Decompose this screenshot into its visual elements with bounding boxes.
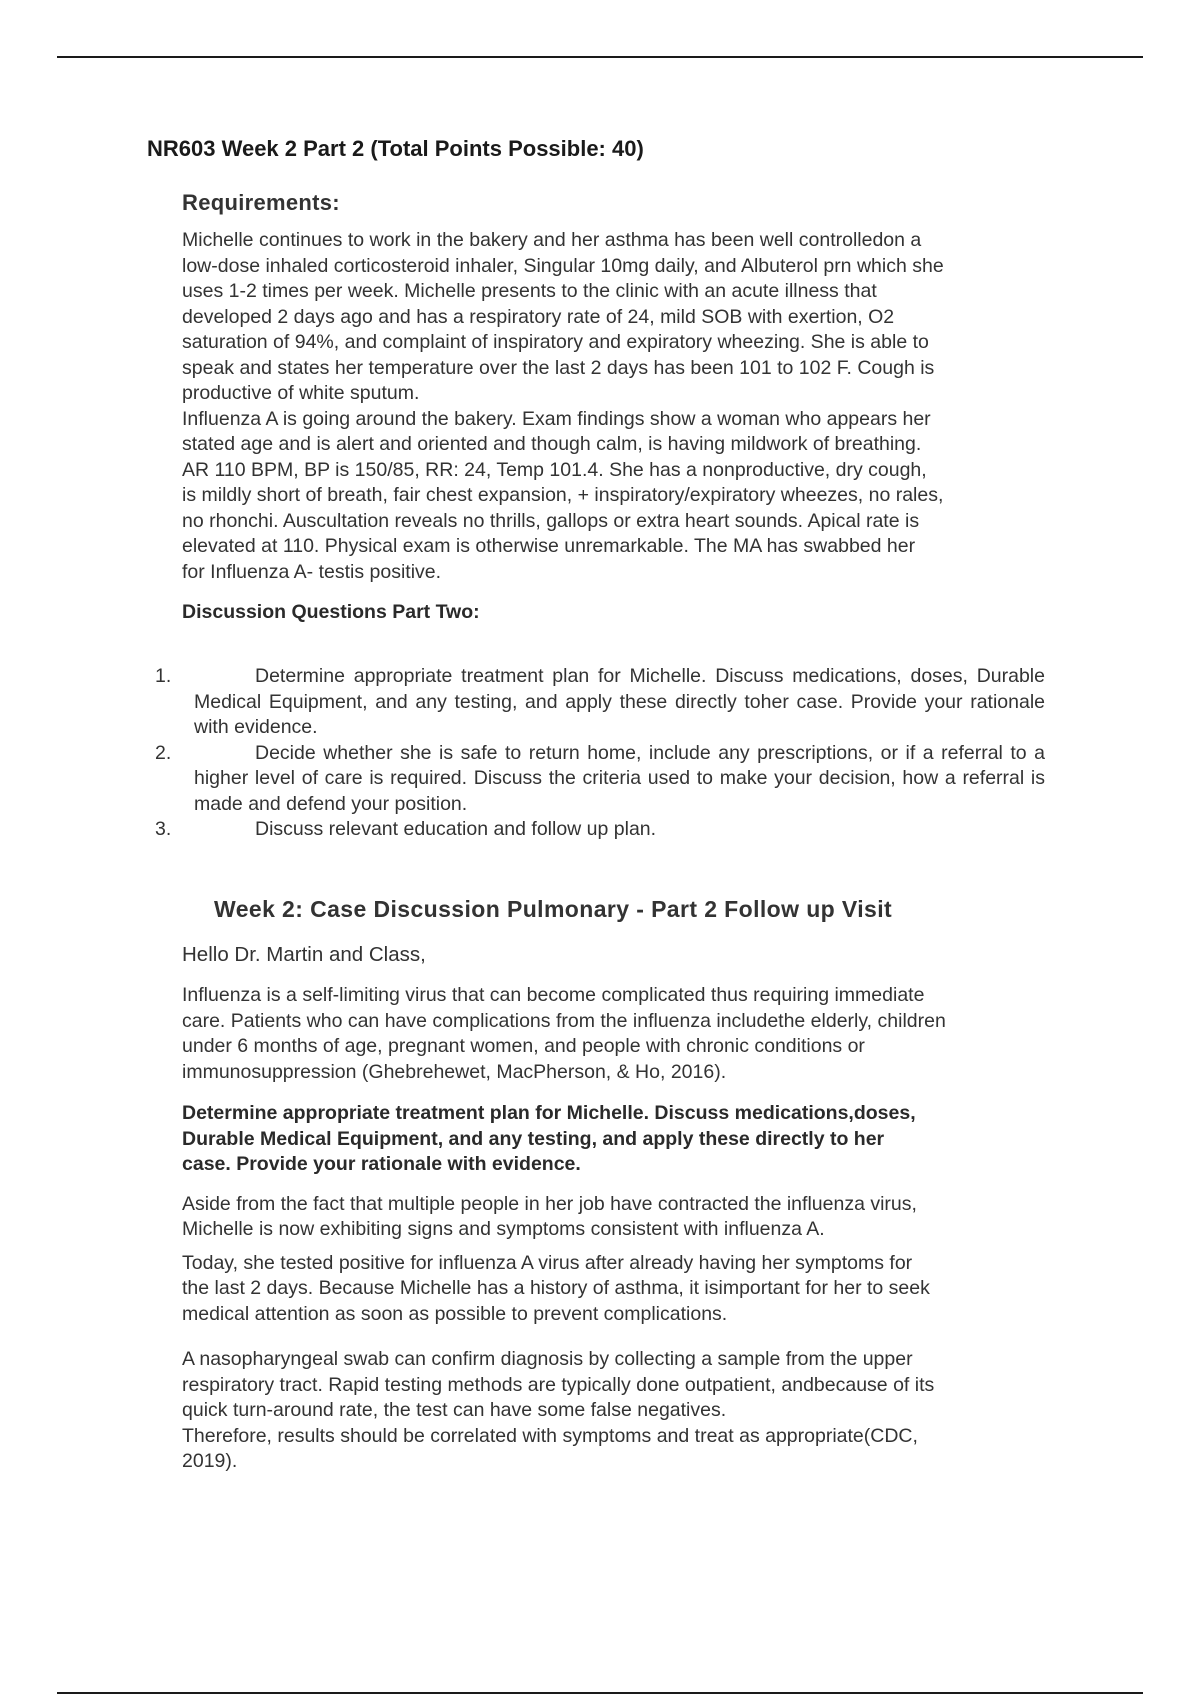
answer-paragraph-2 [182, 1251, 1062, 1328]
exam-line: no rhonchi. Auscultation reveals no thrills, gallops or extra heart sounds. Apical rate is [182, 509, 920, 532]
question-item [155, 741, 1045, 818]
exam-line: elevated at 110. Physical exam is otherwise unremarkable. The MA has swabbed her [182, 535, 916, 557]
greeting: Hello Dr. Martin and Class, [182, 943, 426, 966]
intro-line: immunosuppression (Ghebrehewet, MacPherson, & Ho, 2016). [182, 1060, 727, 1083]
answer-paragraph-1 [182, 1192, 1062, 1243]
intro-paragraph [182, 983, 1062, 1085]
discussion-heading: Week 2: Case Discussion Pulmonary - Part 2 Follow up Visit [214, 896, 893, 922]
question-restated [182, 1101, 1062, 1178]
answer-line: Michelle is now exhibiting signs and symptoms consistent with influenza A. [182, 1218, 825, 1240]
case-line: speak and states her temperature over the last 2 days has been 101 to 102 F. Cough is [182, 356, 935, 379]
requirements-section [182, 190, 1062, 624]
answer-line: respiratory tract. Rapid testing methods are typically done outpatient, andbecause of its [182, 1373, 935, 1396]
case-line: productive of white sputum. [182, 382, 420, 404]
case-line: developed 2 days ago and has a respiratory rate of 24, mild SOB with exertion, O2 [182, 305, 895, 328]
case-paragraph [182, 228, 1062, 407]
answer-paragraph-3 [182, 1347, 1062, 1475]
answer-line: 2019). [182, 1450, 238, 1472]
question-list [155, 664, 1045, 843]
question-text: Discuss relevant education and follow up plan. [255, 818, 657, 840]
answer-line: quick turn-around rate, the test can have some false negatives. [182, 1399, 727, 1421]
question-number: 2. [155, 741, 172, 764]
answer-line: medical attention as soon as possible to prevent complications. [182, 1302, 728, 1325]
case-line: low-dose inhaled corticosteroid inhaler, Singular 10mg daily, and Albuterol prn which she [182, 254, 944, 277]
answer-line: Therefore, results should be correlated with symptoms and treat as appropriate(CDC, [182, 1424, 918, 1447]
question-item [155, 817, 1045, 843]
case-line: saturation of 94%, and complaint of inspiratory and expiratory wheezing. She is able to [182, 331, 929, 353]
intro-line: under 6 months of age, pregnant women, and people with chronic conditions or [182, 1035, 865, 1057]
intro-line: care. Patients who can have complications from the influenza includethe elderly, children [182, 1009, 946, 1032]
question-text: Determine appropriate treatment plan for Michelle. Discuss medications, doses, Durable Medical Equipment, and any testing, and apply these directly toher case. Provide your rationale with evidence. [194, 665, 1045, 738]
question-text: Decide whether she is safe to return home, include any prescriptions, or if a referral to a higher level of care is required. Discuss the criteria used to make your decision, how a referral is made and defend your position. [194, 741, 1045, 815]
discussion-questions-heading: Discussion Questions Part Two: [182, 601, 480, 623]
document-title: NR603 Week 2 Part 2 (Total Points Possible: 40) [147, 136, 644, 161]
exam-line: stated age and is alert and oriented and though calm, is having mildwork of breathing. [182, 433, 922, 455]
answer-line: the last 2 days. Because Michelle has a history of asthma, it isimportant for her to seek [182, 1277, 930, 1299]
bottom-rule [57, 1692, 1143, 1694]
requirements-heading: Requirements: [182, 190, 340, 215]
exam-line: is mildly short of breath, fair chest expansion, + inspiratory/expiratory wheezes, no rales, [182, 484, 944, 506]
answer-line: Aside from the fact that multiple people in her job have contracted the influenza virus, [182, 1192, 917, 1215]
intro-line: Influenza is a self-limiting virus that can become complicated thus requiring immediate [182, 984, 925, 1006]
discussion-section [182, 896, 1062, 1475]
question-number: 1. [155, 665, 172, 687]
case-line: Michelle continues to work in the bakery and her asthma has been well controlledon a [182, 229, 922, 251]
question-restated-line: case. Provide your rationale with evidence. [182, 1153, 581, 1175]
question-item [155, 664, 1045, 741]
exam-paragraph [182, 407, 1062, 586]
exam-line: Influenza A is going around the bakery. Exam findings show a woman who appears her [182, 407, 931, 430]
answer-line: A nasopharyngeal swab can confirm diagnosis by collecting a sample from the upper [182, 1348, 913, 1370]
top-rule [57, 56, 1143, 58]
question-restated-line: Determine appropriate treatment plan for Michelle. Discuss medications,doses, [182, 1102, 916, 1124]
question-number: 3. [155, 818, 172, 840]
case-line: uses 1-2 times per week. Michelle presents to the clinic with an acute illness that [182, 280, 877, 302]
exam-line: for Influenza A- testis positive. [182, 560, 442, 583]
exam-line: AR 110 BPM, BP is 150/85, RR: 24, Temp 101.4. She has a nonproductive, dry cough, [182, 458, 927, 481]
question-restated-line: Durable Medical Equipment, and any testing, and apply these directly to her [182, 1127, 885, 1150]
answer-line: Today, she tested positive for influenza A virus after already having her symptoms for [182, 1251, 913, 1274]
